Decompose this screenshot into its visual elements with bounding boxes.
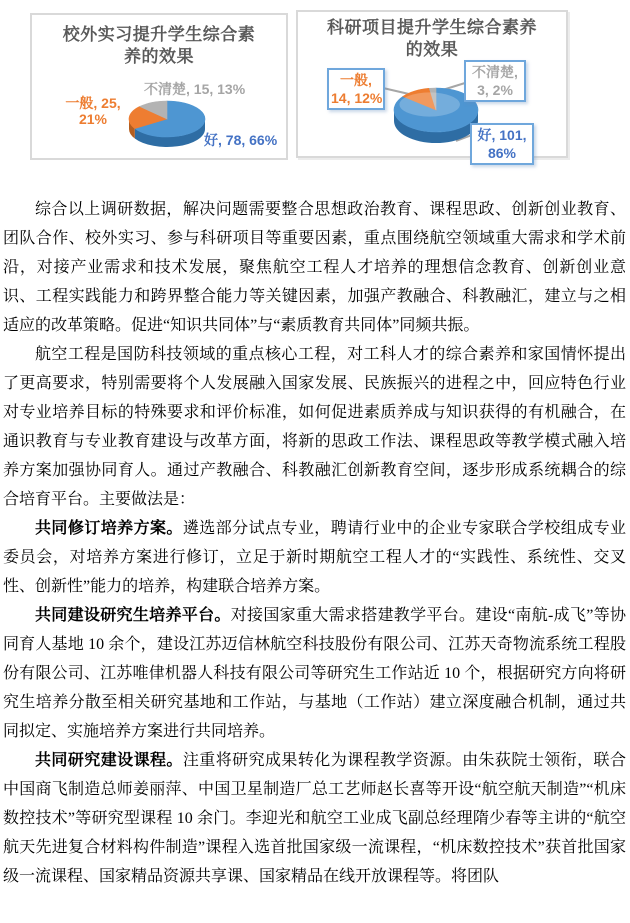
data-label-average (58, 95, 128, 127)
paragraph-text: 注重将研究成果转化为课程教学资源。由朱荻院士领衔，联合中国商飞制造总师姜丽萍、中国卫星制造厂总工艺师赵长喜等开设“航空航天制造”“机床数控技术”等研究型课程 10 余门。李迎光和航空工业成飞副总经理隋少春等主讲的“航空航天先进复合材料构件制造”课程入选首批国家级一流课程，“机床数控技术”获首批国家级一流课程、国家精品资源共享课、国家精品在线开放课程等。将团队 (3, 752, 626, 885)
paragraph-text: 航空工程是国防科技领域的重点核心工程，对工科人才的综合素养和家国情怀提出了更高要求，特别需要将个人发展融入国家发展、民族振兴的进程之中，回应特色行业对专业培养目标的特殊要求和评价标准，如何促进素质养成与知识获得的有机融合，在通识教育与专业教育建设与改革方面，将新的思政工作法、课程思政等教学模式融入培养方案加强协同育人。通过产教融合、科教融汇创新教育空间，逐步形成系统耦合的综合培育平台。主要做法是： (3, 346, 626, 508)
document-body (3, 195, 626, 891)
chart-title: 科研项目提升学生综合素养的效果 (327, 18, 537, 59)
callout-average (327, 68, 385, 110)
charts-row (0, 0, 630, 163)
data-label-unclear: 不清楚, 15, 13% (144, 81, 246, 97)
paragraph (3, 340, 626, 514)
pie-chart-internship[interactable] (30, 13, 288, 160)
pie-gloss-highlight (399, 92, 459, 116)
callout-good (470, 123, 534, 165)
paragraph-lead: 共同研究建设课程。 (35, 752, 183, 769)
callout-good-line1: 好, 101, (477, 127, 527, 143)
data-label-average-line1: 一般, 25, (65, 95, 121, 111)
paragraph (3, 601, 626, 746)
paragraph-text: 综合以上调研数据，解决问题需要整合思想政治教育、课程思政、创新创业教育、团队合作、校外实习、参与科研项目等重要因素，重点围绕航空领域重大需求和学术前沿，对接产业需求和技术发展，聚焦航空工程人才培养的理想信念教育、创新创业意识、工程实践能力和跨界整合能力等关键因素，加强产教融合、科教融汇，建立与之相适应的改革策略。促进“知识共同体”与“素质教育共同体”同频共振。 (3, 201, 626, 334)
pie-chart-research[interactable] (296, 10, 568, 161)
paragraph-text: 对接国家重大需求搭建教学平台。建设“南航-成飞”等协同育人基地 10 余个，建设江苏迈信林航空科技股份有限公司、江苏天奇物流系统工程股份有限公司、江苏唯侓机器人科技有限公司等研究生工作站近 10 个，根据研究方向将研究生培养分散至相关研究基地和工作站，与基地（工作站）建立深度融合机制，通过共同拟定、实施培养方案进行共同培养。 (3, 607, 626, 740)
data-label-average-line2: 21% (78, 111, 108, 127)
callout-unclear-line1: 不清楚, (472, 64, 518, 80)
callout-unclear-line2: 3, 2% (477, 82, 513, 98)
paragraph (3, 195, 626, 340)
paragraph (3, 514, 626, 601)
callout-unclear (464, 60, 526, 102)
paragraph-lead: 共同建设研究生培养平台。 (35, 607, 231, 624)
callout-good-line2: 86% (487, 145, 517, 161)
paragraph-lead: 共同修订培养方案。 (35, 520, 183, 537)
data-label-good: 好, 78, 66% (204, 132, 278, 148)
paragraph (3, 746, 626, 891)
callout-average-line2: 14, 12% (331, 90, 383, 106)
chart-title: 校外实习提升学生综合素养的效果 (62, 25, 256, 66)
paragraph-text: 遴选部分试点专业，聘请行业中的企业专家联合学校组成专业委员会，对培养方案进行修订，立足于新时期航空工程人才的“实践性、系统性、交叉性、创新性”能力的培养，构建联合培养方案。 (3, 520, 626, 595)
callout-average-line1: 一般, (340, 72, 372, 88)
